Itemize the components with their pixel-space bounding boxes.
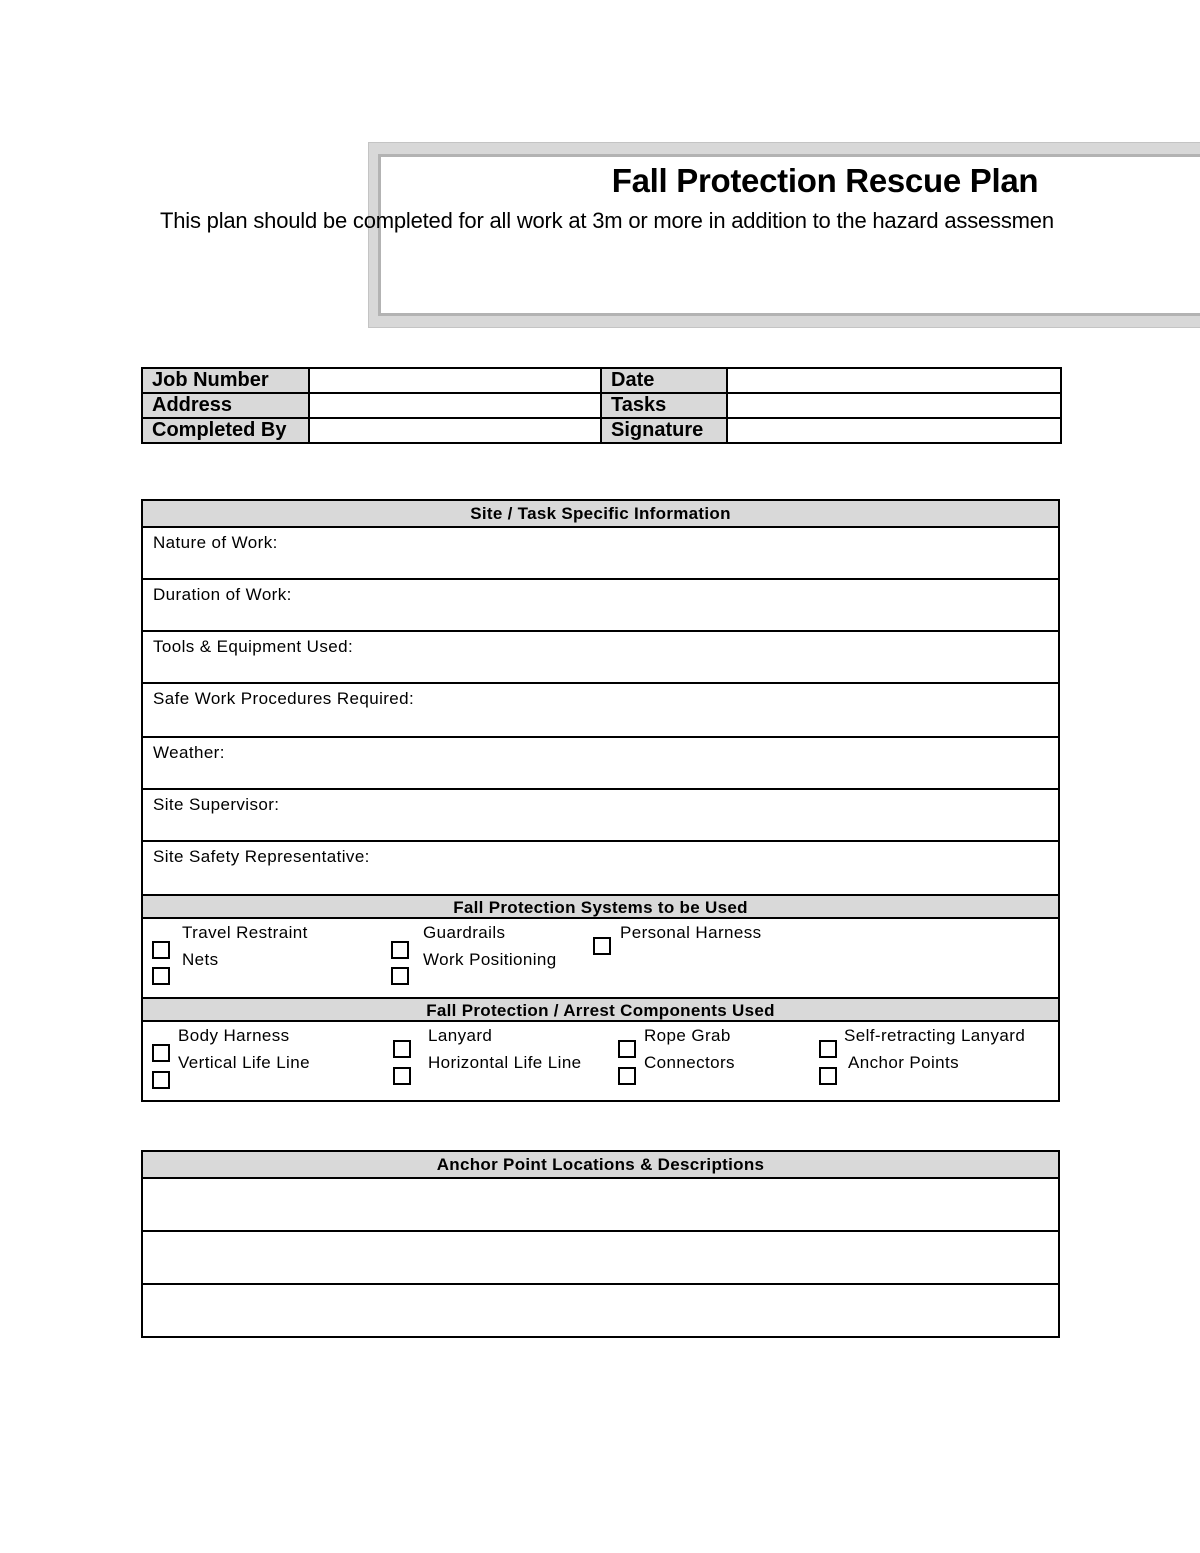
nets-label: Nets xyxy=(182,950,219,969)
systems-checklist xyxy=(143,919,1058,997)
signature-field[interactable] xyxy=(727,418,1061,443)
anchor-section xyxy=(141,1150,1060,1338)
date-label: Date xyxy=(601,368,727,393)
vertical-life-line-label: Vertical Life Line xyxy=(178,1053,310,1072)
site-supervisor-row[interactable]: Site Supervisor: xyxy=(143,790,1058,842)
nature-of-work-row[interactable]: Nature of Work: xyxy=(143,528,1058,580)
tasks-label: Tasks xyxy=(601,393,727,418)
guardrails-label: Guardrails xyxy=(423,923,506,942)
self-retracting-lanyard-label: Self-retracting Lanyard xyxy=(844,1026,1026,1045)
anchor-row[interactable] xyxy=(143,1232,1058,1285)
anchor-row[interactable] xyxy=(143,1179,1058,1232)
horizontal-life-line-checkbox[interactable] xyxy=(393,1067,411,1085)
tools-equipment-row[interactable]: Tools & Equipment Used: xyxy=(143,632,1058,684)
rope-grab-label: Rope Grab xyxy=(644,1026,731,1045)
completed-by-label: Completed By xyxy=(142,418,309,443)
date-field[interactable] xyxy=(727,368,1061,393)
anchor-points-label: Anchor Points xyxy=(848,1053,960,1072)
connectors-checkbox[interactable] xyxy=(618,1067,636,1085)
components-heading: Fall Protection / Arrest Components Used xyxy=(143,997,1058,1022)
address-label: Address xyxy=(142,393,309,418)
lanyard-checkbox[interactable] xyxy=(393,1040,411,1058)
job-number-field[interactable] xyxy=(309,368,601,393)
address-field[interactable] xyxy=(309,393,601,418)
components-checklist xyxy=(143,1022,1058,1100)
weather-row[interactable]: Weather: xyxy=(143,738,1058,790)
systems-heading: Fall Protection Systems to be Used xyxy=(143,894,1058,919)
nets-checkbox[interactable] xyxy=(152,967,170,985)
page-title: Fall Protection Rescue Plan xyxy=(611,162,1039,199)
site-task-section xyxy=(141,499,1060,1102)
anchor-row[interactable] xyxy=(143,1285,1058,1336)
personal-harness-checkbox[interactable] xyxy=(593,937,611,955)
tasks-field[interactable] xyxy=(727,393,1061,418)
vertical-life-line-checkbox[interactable] xyxy=(152,1071,170,1089)
work-positioning-label: Work Positioning xyxy=(423,950,557,969)
connectors-label: Connectors xyxy=(644,1053,735,1072)
safe-work-procedures-row[interactable]: Safe Work Procedures Required: xyxy=(143,684,1058,738)
travel-restraint-label: Travel Restraint xyxy=(182,923,308,942)
travel-restraint-checkbox[interactable] xyxy=(152,941,170,959)
site-safety-rep-row[interactable]: Site Safety Representative: xyxy=(153,847,370,866)
body-harness-label: Body Harness xyxy=(178,1026,290,1045)
site-task-heading: Site / Task Specific Information xyxy=(143,501,1058,528)
rope-grab-checkbox[interactable] xyxy=(618,1040,636,1058)
work-positioning-checkbox[interactable] xyxy=(391,967,409,985)
self-retracting-lanyard-checkbox[interactable] xyxy=(819,1040,837,1058)
completed-by-field[interactable] xyxy=(309,418,601,443)
job-number-label: Job Number xyxy=(142,368,309,393)
anchor-points-checkbox[interactable] xyxy=(819,1067,837,1085)
lanyard-label: Lanyard xyxy=(428,1026,493,1045)
personal-harness-label: Personal Harness xyxy=(620,923,762,942)
anchor-heading: Anchor Point Locations & Descriptions xyxy=(143,1152,1058,1179)
duration-of-work-row[interactable]: Duration of Work: xyxy=(143,580,1058,632)
horizontal-life-line-label: Horizontal Life Line xyxy=(428,1053,582,1072)
signature-label: Signature xyxy=(601,418,727,443)
page-subtitle: This plan should be completed for all work at 3m or more in addition to the hazard assessmen xyxy=(160,208,1054,233)
job-info-table xyxy=(141,367,1062,444)
guardrails-checkbox[interactable] xyxy=(391,941,409,959)
body-harness-checkbox[interactable] xyxy=(152,1044,170,1062)
